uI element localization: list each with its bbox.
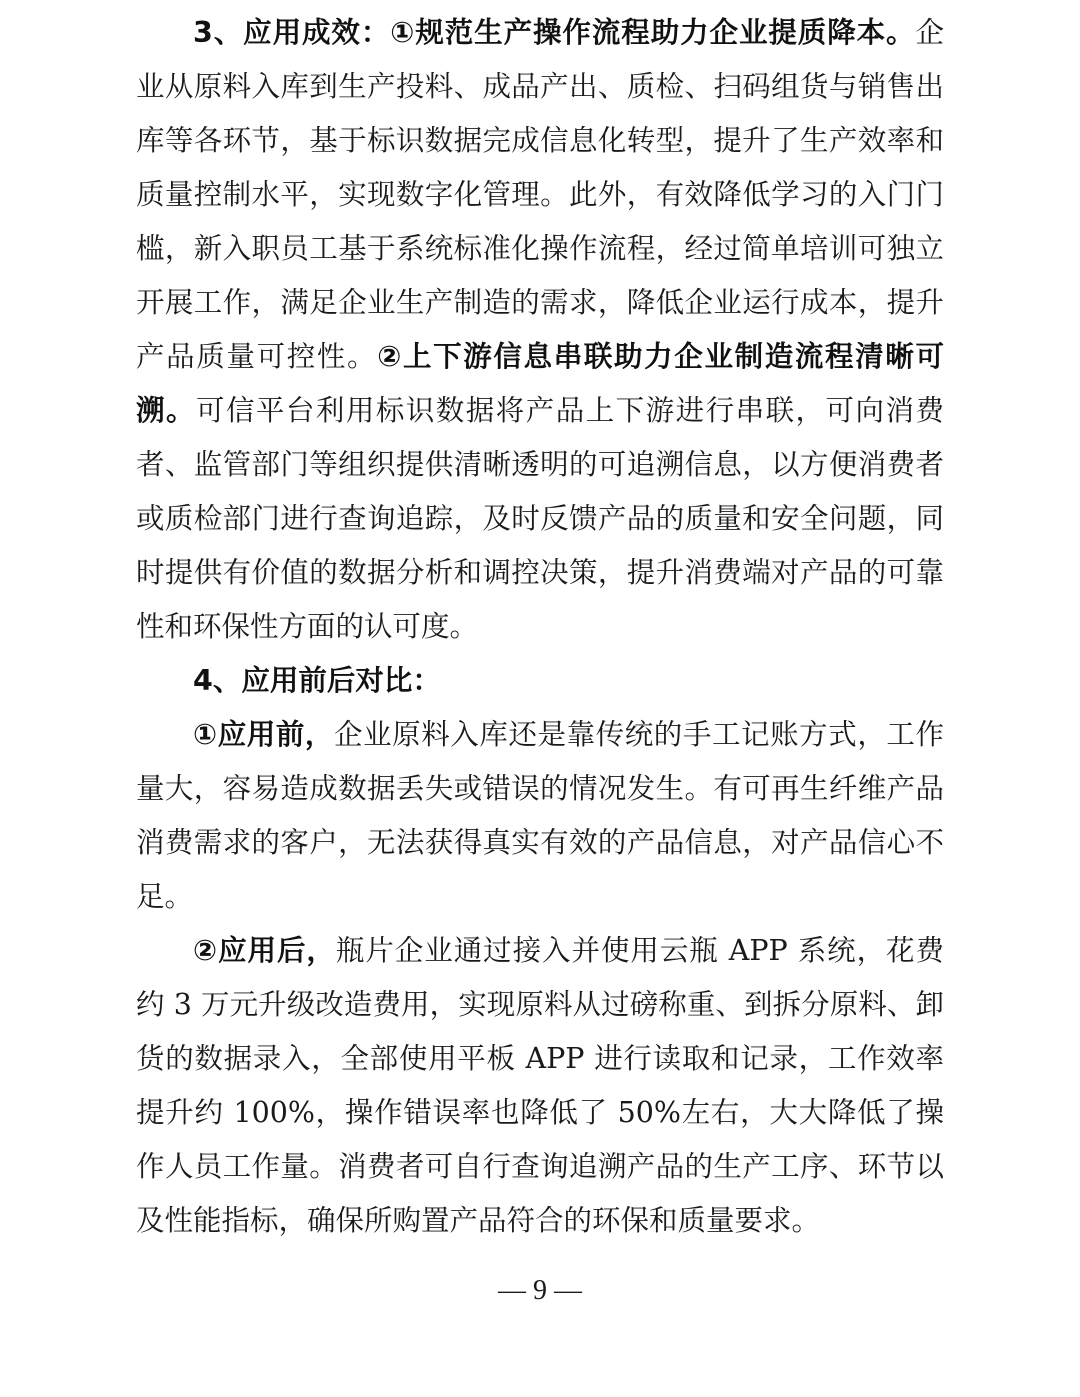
section-3-point-1-title: ①规范生产操作流程助力企业提质降本。 [390,16,916,49]
document-page [136,6,944,1248]
page-number: — 9 — [498,1275,582,1306]
section-4-after-body: 瓶片企业通过接入并使用云瓶 APP 系统，花费约 3 万元升级改造费用，实现原料从过磅称重、到拆分原料、卸货的数据录入，全部使用平板 APP 进行读取和记录，工作效率提升约 100%，操作错误率也降低了 50%左右，大大降低了操作人员工作量。消费者可自行查询追溯产品的生产工序、环节以及性能指标，确保所购置产品符合的环保和质量要求。 [136,934,944,1237]
section-4-before-title: ①应用前， [193,718,334,751]
section-3-paragraph [136,6,944,654]
section-3-point-1-body: 企业从原料入库到生产投料、成品产出、质检、扫码组货与销售出库等各环节，基于标识数据完成信息化转型，提升了生产效率和质量控制水平，实现数字化管理。此外，有效降低学习的入门门槛，新入职员工基于系统标准化操作流程，经过简单培训可独立开展工作，满足企业生产制造的需求，降低企业运行成本，提升产品质量可控性。 [136,16,944,373]
section-4-before-paragraph [136,708,944,924]
section-4-after-title: ②应用后， [193,934,336,967]
section-3-point-2-body: 可信平台利用标识数据将产品上下游进行串联，可向消费者、监管部门等组织提供清晰透明的可追溯信息，以方便消费者或质检部门进行查询追踪，及时反馈产品的质量和安全问题，同时提供有价值的数据分析和调控决策，提升消费端对产品的可靠性和环保性方面的认可度。 [136,394,944,643]
section-4-heading-paragraph [136,654,944,708]
section-3-point-2-title: ②上下游信息串联助力企业制造流程清晰可溯。 [136,340,944,427]
section-4-before-body: 企业原料入库还是靠传统的手工记账方式，工作量大，容易造成数据丢失或错误的情况发生。有可再生纤维产品消费需求的客户，无法获得真实有效的产品信息，对产品信心不足。 [136,718,944,913]
section-4-after-paragraph [136,924,944,1248]
section-3-heading: 3、应用成效： [193,16,391,49]
section-4-heading: 4、应用前后对比： [193,664,441,697]
